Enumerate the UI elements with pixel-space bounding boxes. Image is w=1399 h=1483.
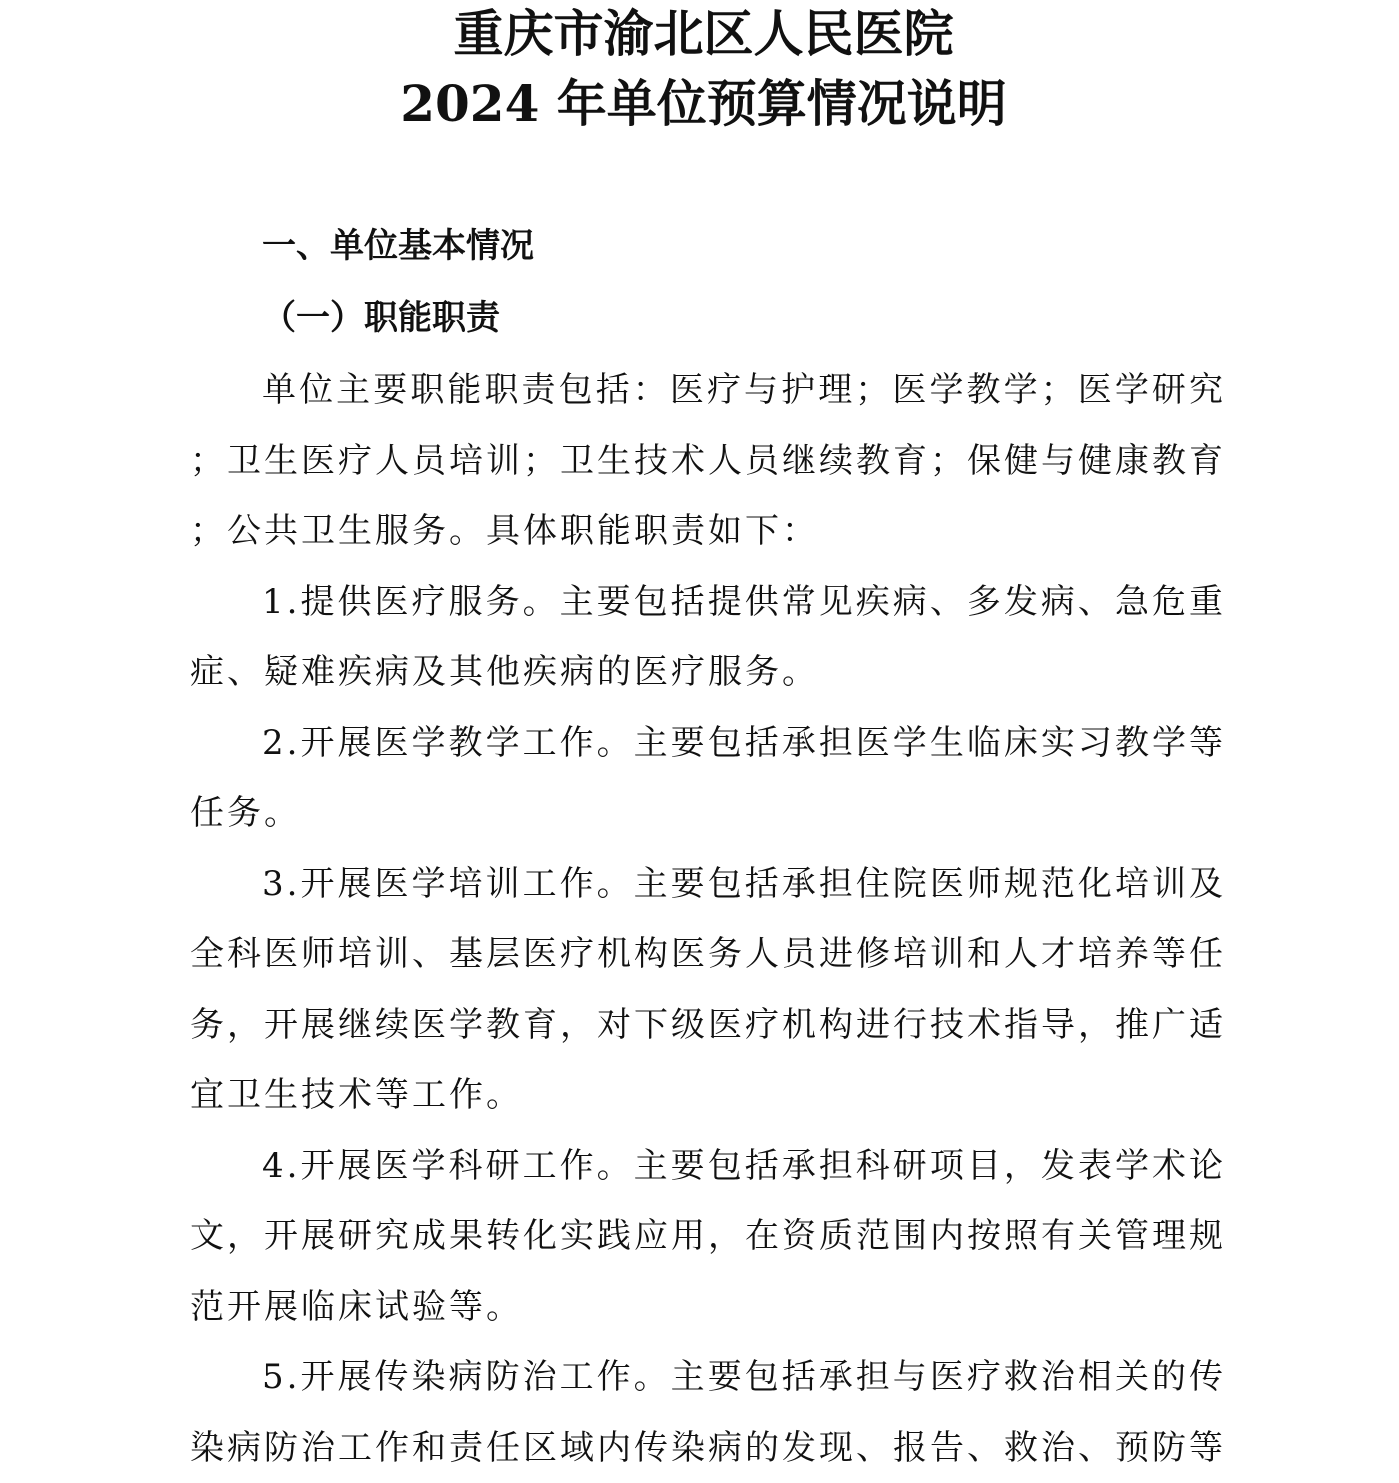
paragraph-intro: 单位主要职能职责包括：医疗与护理；医学教学；医学研究；卫生医疗人员培训；卫生技术人员继续教育；保健与健康教育；公共卫生服务。具体职能职责如下： — [190, 370, 1226, 551]
body-text — [190, 355, 1226, 1483]
paragraph-item-4: 4.开展医学科研工作。主要包括承担科研项目，发表学术论文，开展研究成果转化实践应用，在资质范围内按照有关管理规范开展临床试验等。 — [190, 1145, 1226, 1327]
document-subtitle: 2024 年单位预算情况说明 — [400, 74, 1007, 133]
paragraph-item-3: 3.开展医学培训工作。主要包括承担住院医师规范化培训及全科医师培训、基层医疗机构医务人员进修培训和人才培养等任务，开展继续医学教育，对下级医疗机构进行技术指导，推广适宜卫生技术等工作。 — [190, 863, 1226, 1115]
paragraph-item-5: 5.开展传染病防治工作。主要包括承担与医疗救治相关的传染病防治工作和责任区域内传染病的发现、报告、救治、预防等 — [190, 1357, 1226, 1468]
document-title: 重庆市渝北区人民医院 — [453, 4, 954, 63]
paragraph-item-2: 2.开展医学教学工作。主要包括承担医学生临床实习教学等任务。 — [190, 722, 1226, 833]
paragraph-item-1: 1.提供医疗服务。主要包括提供常见疾病、多发病、急危重症、疑难疾病及其他疾病的医疗服务。 — [190, 581, 1226, 692]
section-heading: 一、单位基本情况 — [262, 226, 534, 266]
subsection-heading: （一）职能职责 — [262, 298, 500, 338]
